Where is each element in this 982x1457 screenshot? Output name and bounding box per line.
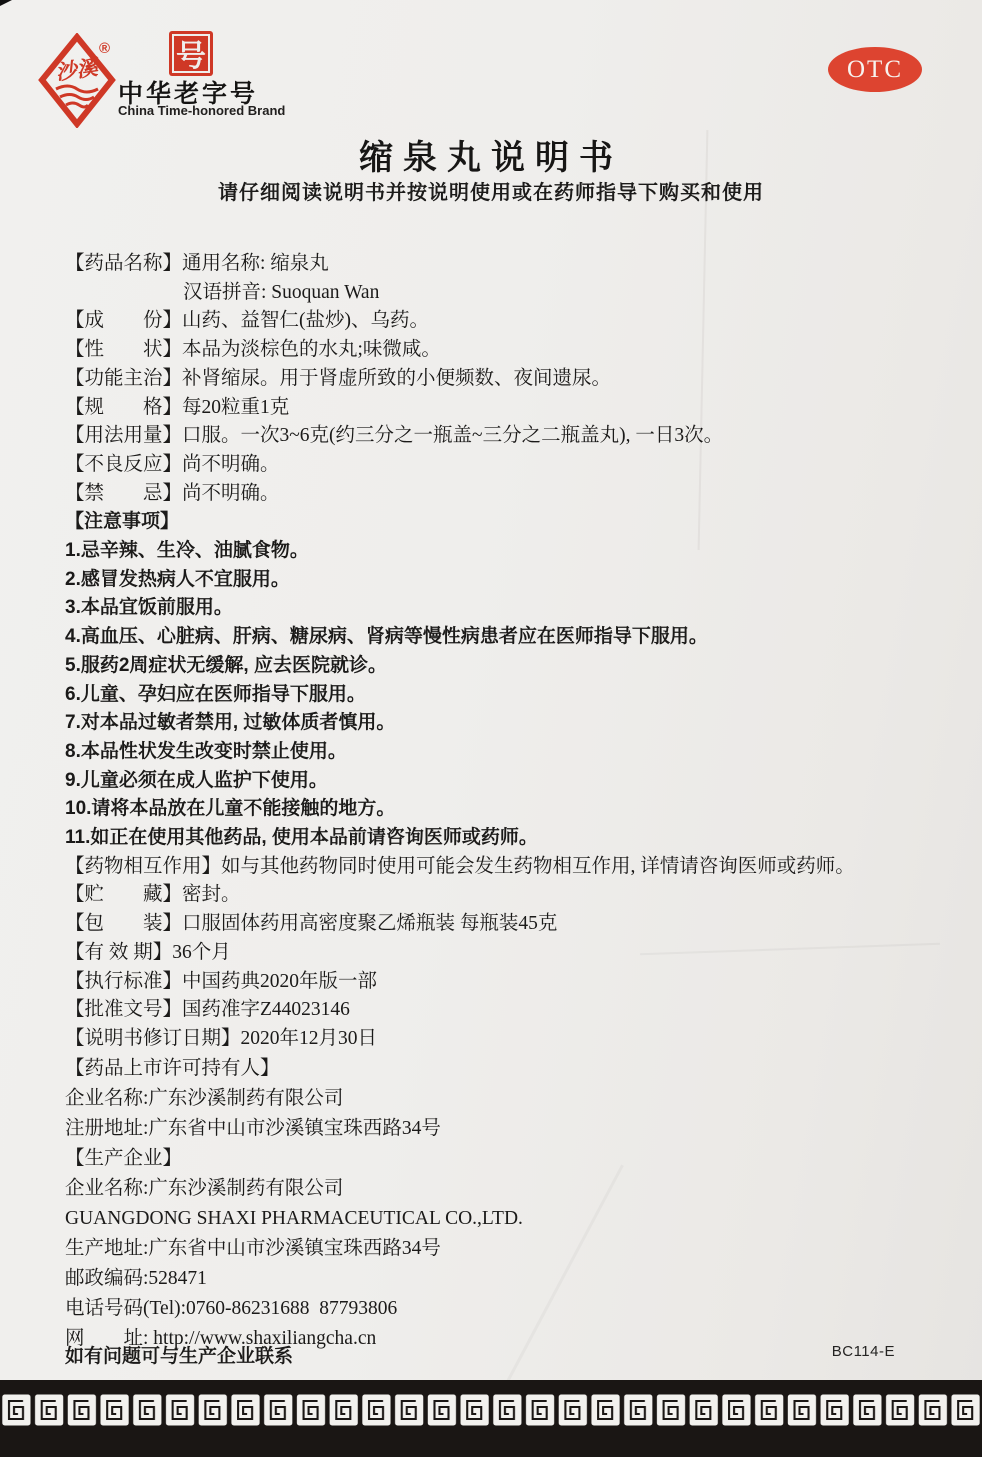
otc-badge: OTC [828, 47, 922, 92]
line-website: 网 址: http://www.shaxiliangcha.cn [65, 1328, 377, 1349]
registered-trademark-icon: ® [99, 40, 111, 57]
line-standard: 【执行标准】中国药典2020年版一部 [65, 970, 378, 992]
seal-character: 号 [176, 40, 206, 73]
precaution-note-3: 3.本品宜饭前服用。 [65, 597, 233, 619]
footer-form-code: BC114-E [831, 1343, 895, 1360]
line-postal-code: 邮政编码:528471 [65, 1268, 207, 1289]
time-honored-seal-icon [168, 30, 214, 77]
line-manufacturer-company-en: GUANGDONG SHAXI PHARMACEUTICAL CO.,LTD. [65, 1208, 523, 1229]
line-properties: 【性 状】本品为淡棕色的水丸;味微咸。 [65, 339, 441, 361]
precaution-note-6: 6.儿童、孕妇应在医师指导下服用。 [65, 683, 366, 705]
line-contraindications: 【禁 忌】尚不明确。 [65, 482, 280, 504]
shaxi-logo-text: 沙溪 [54, 55, 100, 85]
precaution-note-10: 10.请将本品放在儿童不能接触的地方。 [65, 798, 396, 820]
line-revision-date: 【说明书修订日期】2020年12月30日 [65, 1027, 378, 1049]
company-info [65, 1054, 942, 1354]
line-production-address: 生产地址:广东省中山市沙溪镇宝珠西路34号 [65, 1238, 441, 1259]
greek-key-pattern [0, 1393, 982, 1427]
line-pinyin: 汉语拼音: Suoquan Wan [183, 281, 380, 303]
line-mah-company: 企业名称:广东沙溪制药有限公司 [65, 1088, 344, 1109]
brand-name-english: China Time-honored Brand [118, 103, 286, 118]
line-manufacturer-company: 企业名称:广东沙溪制药有限公司 [65, 1178, 344, 1199]
footer-contact-note: 如有问题可与生产企业联系 [65, 1346, 294, 1367]
line-indications: 【功能主治】补肾缩尿。用于肾虚所致的小便频数、夜间遗尿。 [65, 367, 612, 389]
precaution-note-7: 7.对本品过敏者禁用, 过敏体质者慎用。 [65, 712, 396, 734]
precaution-note-2: 2.感冒发热病人不宜服用。 [65, 568, 290, 590]
line-drug-name: 【药品名称】通用名称: 缩泉丸 [65, 253, 329, 274]
insert-subtitle: 请仔细阅读说明书并按说明使用或在药师指导下购买和使用 [218, 182, 764, 204]
line-packaging: 【包 装】口服固体药用高密度聚乙烯瓶装 每瓶装45克 [65, 913, 558, 935]
line-dosage: 【用法用量】口服。一次3~6克(约三分之一瓶盖~三分之二瓶盖丸), 一日3次。 [65, 425, 724, 447]
line-approval-number: 【批准文号】国药准字Z44023146 [65, 999, 350, 1021]
line-manufacturer-heading: 【生产企业】 [65, 1148, 183, 1169]
line-adverse-reactions: 【不良反应】尚不明确。 [65, 453, 280, 475]
footer-row [65, 1341, 907, 1367]
line-mah-heading: 【药品上市许可持有人】 [65, 1058, 280, 1079]
insert-title: 缩泉丸说明书 [359, 140, 623, 177]
scan-artifact [0, 0, 12, 6]
precaution-note-4: 4.高血压、心脏病、肝病、糖尿病、肾病等慢性病患者应在医师指导下服用。 [65, 626, 708, 648]
line-phone: 电话号码(Tel):0760-86231688 87793806 [65, 1298, 398, 1319]
line-precautions-heading: 【注意事项】 [65, 511, 180, 533]
precaution-note-5: 5.服药2周症状无缓解, 应去医院就诊。 [65, 654, 387, 676]
line-specification: 【规 格】每20粒重1克 [65, 396, 290, 418]
line-drug-interactions: 【药物相互作用】如与其他药物同时使用可能会发生药物相互作用, 详情请咨询医师或药师。 [65, 855, 855, 877]
greek-key-border [0, 1380, 982, 1457]
precaution-note-11: 11.如正在使用其他药品, 使用本品前请咨询医师或药师。 [65, 827, 538, 849]
precaution-note-9: 9.儿童必须在成人监护下使用。 [65, 769, 328, 791]
line-storage: 【贮 藏】密封。 [65, 884, 241, 906]
line-ingredients: 【成 份】山药、益智仁(盐炒)、乌药。 [65, 310, 429, 332]
insert-body [65, 250, 942, 1054]
precaution-note-8: 8.本品性状发生改变时禁止使用。 [65, 740, 347, 762]
line-mah-address: 注册地址:广东省中山市沙溪镇宝珠西路34号 [65, 1118, 441, 1139]
brand-name-chinese: 中华老字号 [118, 81, 259, 108]
precaution-note-1: 1.忌辛辣、生冷、油腻食物。 [65, 540, 309, 562]
line-shelf-life: 【有 效 期】36个月 [65, 941, 231, 963]
